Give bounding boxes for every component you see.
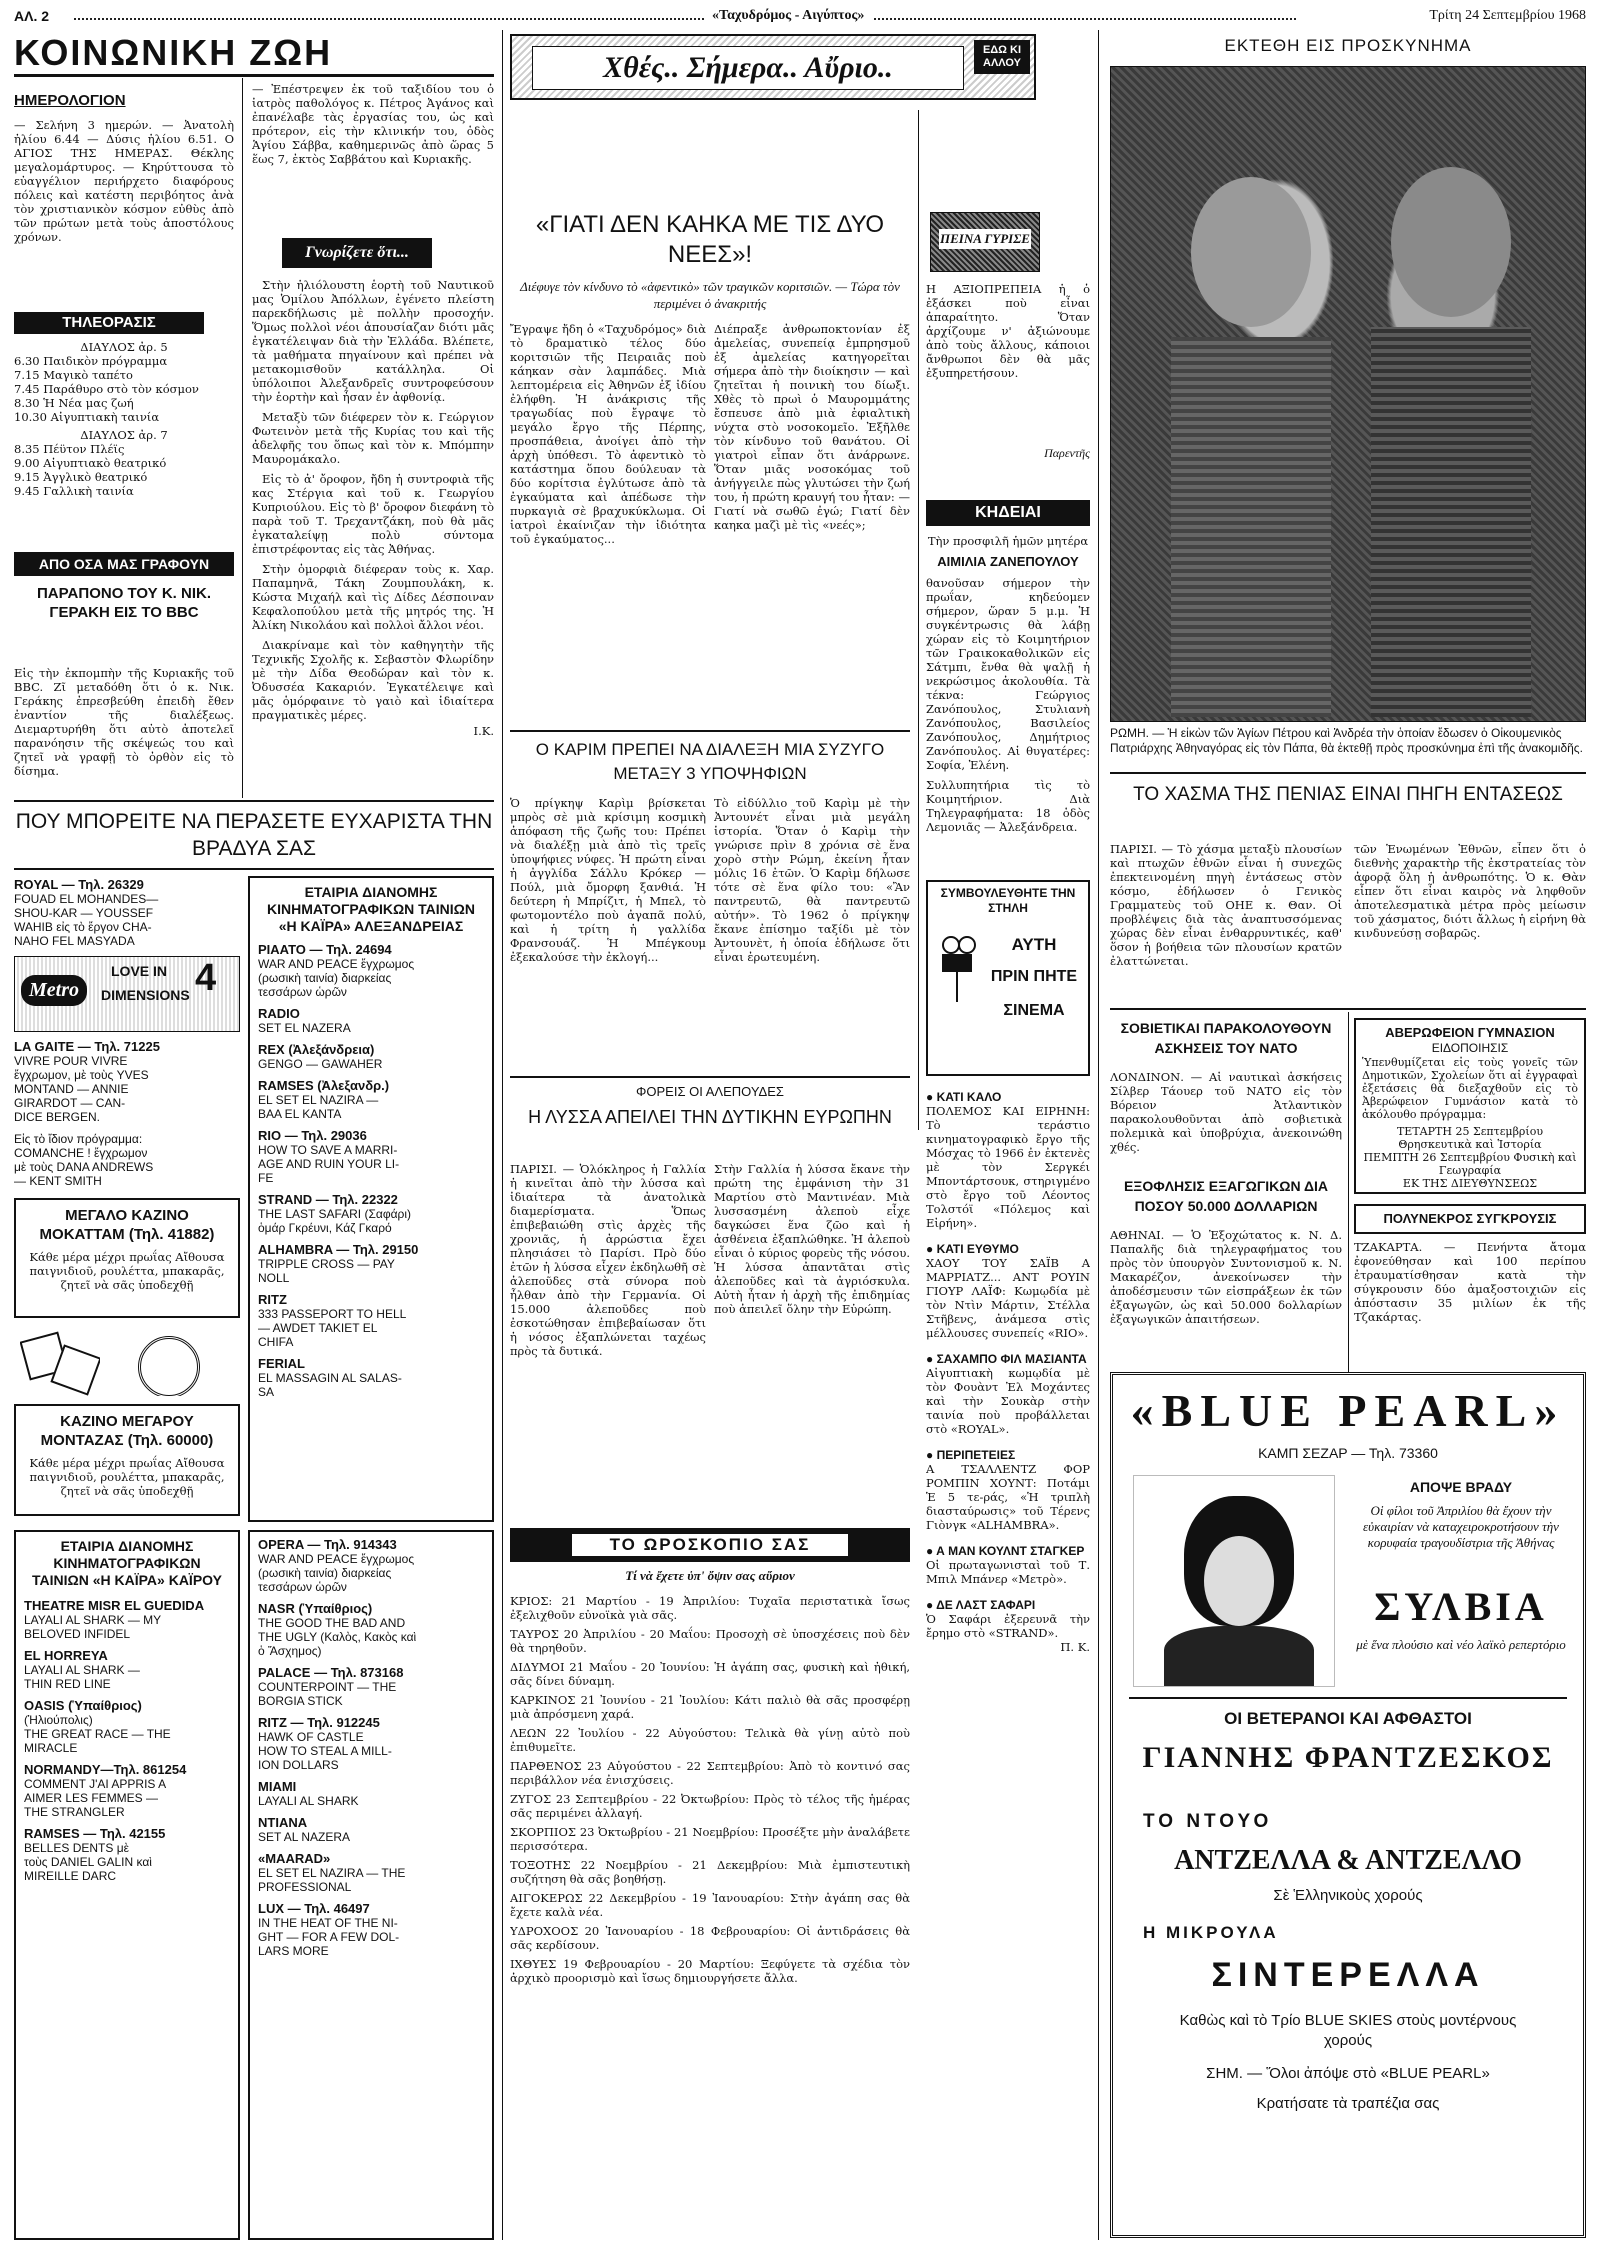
get-to-know-title: Γνωρίζετε ὅτι... xyxy=(282,238,432,268)
casino-text: Κάθε μέρα μέχρι πρωΐας Αἴθουσα παιγνιδιοῦ, ρουλέττα, μπακαρᾶς, ζητεῖ νὰ σᾶς ὑποδεχθῇ xyxy=(29,1456,225,1498)
cinema-entry xyxy=(258,1538,484,1594)
cinema-entry xyxy=(258,1780,484,1808)
cinema-entry xyxy=(24,1649,230,1691)
issue-date: Τρίτη 24 Σεπτεμβρίου 1968 xyxy=(1429,8,1586,23)
note-text: Α ΤΣΑΛΛΕΝΤΖ ΦΟΡ ΡΟΜΠΙΝ ΧΟΥΝΤ: Ποτάμι Ἑ 5 τε-ράς, «Ἡ τριπλὴ διασταύρωσις» τοῦ Τέρενς Γιὸνγκ «ALHAMBRA». xyxy=(926,1462,1090,1532)
metro-promo xyxy=(14,956,240,1032)
hunger-illustration xyxy=(930,212,1040,272)
cinema-name: RAMSES — Τηλ. 42155 xyxy=(24,1826,166,1841)
page-header xyxy=(14,8,1586,30)
paragraph: Εἰς τὸ ἀ' ὄροφον, ἤδη ἡ συντροφιὰ τῆς κας Στέργια καὶ τοῦ κ. Γεωργίου Κυπριούλου. Εἰς τὸ β' ὄροφον διεφάνη τὸ παρὰ τοῦ Τ. Τρεχαντζάκη, ποὺ θὰ μᾶς ἐγκαταλείψῃ πολὺ σύντομα ἐπιστρέφοντας εἰς τὰς Ἀθήνας. xyxy=(252,472,494,556)
cinema-line: LAYALI AL SHARK xyxy=(258,1794,359,1808)
cinema-entry xyxy=(258,1602,484,1658)
cinema-line: WAR AND PEACE ἔγχρωμος xyxy=(258,1552,415,1566)
note-title xyxy=(926,1090,1090,1104)
distributor-alexandria xyxy=(248,876,494,1522)
note-title xyxy=(926,1544,1090,1558)
note-title-text: Α ΜΑΝ ΚΟΥΛΝΤ ΣΤΑΓΚΕΡ xyxy=(936,1544,1085,1558)
cinema-line: THE LAST SAFARI (Σαφάρι) xyxy=(258,1207,412,1221)
hunger-text: Η ΑΞΙΟΠΡΕΠΕΙΑ ἡ ὁ ἐξάσκει ποὺ εἶναι ἀπαραίτητο. Ὅταν ἀρχίζουμε ν' ἀξιώνουμε ἀπὸ τοὺς ἄλλους, κάποιοι ἄνθρωποι δὲν θὰ μᾶς ἐξυπηρετήσουν. xyxy=(926,282,1090,380)
cinema-entry xyxy=(258,1293,484,1349)
cinema-name: ROYAL — Τηλ. 26329 xyxy=(14,878,144,892)
star-name: ΣΥΛΒΙΑ xyxy=(1374,1584,1548,1629)
cinema-name: REX (Ἀλεξάνδρεια) xyxy=(258,1042,375,1057)
notice-sub: ΕΙΔΟΠΟΙΗΣΙΣ xyxy=(1431,1041,1509,1055)
metro-logo: Metro xyxy=(21,975,87,1006)
cinema-advice-box xyxy=(926,880,1090,1076)
funeral-title: ΚΗΔΕΙΑΙ xyxy=(926,500,1090,526)
cinema-line: TRIPPLE CROSS — PAY xyxy=(258,1257,395,1271)
cinema-entry xyxy=(258,1716,484,1772)
tv-row: 6.30 Παιδικὸν πρόγραμμα xyxy=(14,354,168,368)
tv-row: 10.30 Αἰγυπτιακὴ ταινία xyxy=(14,410,160,424)
cinema-line: MIRACLE xyxy=(24,1741,78,1755)
show-intro: Οἱ φίλοι τοῦ Ἀπριλίου θὰ ἔχουν τὴν εὐκαιρίαν νὰ καταχειροκροτήσουν τὴν κορυφαία τραγουδίστρια τῆς Ἀθήνας xyxy=(1363,1503,1559,1550)
note-text: Αἰγυπτιακὴ κωμῳδία μὲ τὸν Φουὰντ Ἐλ Μοχάντες καὶ τὴν Σουκὰρ στὴν ταινία ποὺ προβάλλεται στὸ «ROYAL». xyxy=(926,1366,1090,1436)
cinema-line: ἔγχρωμον, μὲ τοὺς YVES xyxy=(14,1068,149,1082)
horoscope-sign: ΤΟΞΟΤΗΣ 22 Νοεμβρίου - 21 Δεκεμβρίου: Μιὰ ἐμπιστευτικὴ συζήτηση θὰ σᾶς βοηθήσῃ. xyxy=(510,1858,910,1886)
letters-text: Εἰς τὴν ἐκπομπὴν τῆς Κυριακῆς τοῦ BBC. Ζῖ μεταδόθη ὅτι ὁ κ. Νικ. Γεράκης ἐπρεσβεύθη ἐπειδὴ ἔθεν ἐναντίον τῆς διαλέξεως. Διεμαρτυρήθη ὅτι αὐτὸ ἀποτελεῖ παρανόησιν τῆς σκέψεώς του καὶ ζητεῖ νὰ γραφῇ τὸ ὀρθὸν εἰς τὸ δίσημα. xyxy=(14,666,234,778)
cinema-name: EL HORREYA xyxy=(24,1648,108,1663)
cinema-name: STRAND — Τηλ. 22322 xyxy=(258,1192,398,1207)
horoscope-sign: ΤΑΥΡΟΣ 20 Ἀπριλίου - 20 Μαΐου: Προσοχὴ σὲ ὑποσχέσεις ποὺ δὲν θὰ τηρηθοῦν. xyxy=(510,1627,910,1655)
notice-line: ΤΕΤΑΡΤΗ 25 Σεπτεμβρίου Θρησκευτικὰ καὶ Ἱστορία xyxy=(1396,1125,1544,1151)
tv-channel-7-label: ΔΙΑΥΛΟΣ ἀρ. 7 xyxy=(80,428,168,442)
cinema-line: SET EL NAZERA xyxy=(258,1021,351,1035)
cinema-name: PIAATO — Τηλ. 24694 xyxy=(258,942,392,957)
funeral-intro: Τὴν προσφιλῆ ἡμῶν μητέρα xyxy=(927,534,1089,548)
cinema-entry xyxy=(258,1666,484,1708)
cinema-line: GHT — FOR A FEW DOL- xyxy=(258,1930,400,1944)
exports-article: ΑΘΗΝΑΙ. — Ὁ Ἐξοχώτατος κ. Ν. Δ. Παπαλῆς διὰ τηλεγραφήματος του πρὸς τὸν ὑπουργὸν Συντονισμοῦ κ. Ν. Μακαρέζον, ἀνεκοίνωσεν τὴν ἀποδέσμευσιν τῶν εἰσπράξεων ἐκ τῶν ἐξαγωγῶν, ὡς καὶ 50.000 δολλαρίων ἐξαγωγικῶν ἀπαιτήσεων. xyxy=(1110,1228,1342,1326)
dance-duo-sub: Σὲ Ἑλληνικοὺς χορούς xyxy=(1273,1887,1423,1904)
note-text: Οἱ πρωταγωνισταὶ τοῦ Τ. Μπιλ Μπάνερ «Μετρὸ». xyxy=(926,1558,1090,1586)
cinema-line: MIREILLE DARC xyxy=(24,1869,117,1883)
cinema-name: LA GAITE — Τηλ. 71225 xyxy=(14,1039,160,1054)
cinema-name: RITZ — Τηλ. 912245 xyxy=(258,1715,380,1730)
cinema-name: RIO — Τηλ. 29036 xyxy=(258,1128,367,1143)
cinema-line: SET AL NAZERA xyxy=(258,1830,351,1844)
dance-duo-name: ΑΝΤΖΕΛΛΑ & ΑΝΤΖΕΛΛΟ xyxy=(1174,1845,1522,1876)
horoscope-sign: ΛΕΩΝ 22 Ἰουλίου - 22 Αὐγούστου: Τελικὰ θὰ γίνῃ αὐτὸ ποὺ ἐπιθυμεῖτε. xyxy=(510,1726,910,1754)
cinema-note xyxy=(926,1598,1090,1654)
newspaper-name: «Ταχυδρόμος - Αιγύπτος» xyxy=(704,8,872,24)
club-address: ΚΑΜΠ ΣΕΖΑΡ — Τηλ. 73360 xyxy=(1258,1445,1438,1461)
cinema-entry xyxy=(258,1902,484,1958)
cinema-name: OPERA — Τηλ. 914343 xyxy=(258,1537,397,1552)
bullet-icon: ● xyxy=(926,1598,934,1612)
cinema-line: THE STRANGLER xyxy=(24,1805,125,1819)
letters-section-title: ΑΠΟ ΟΣΑ ΜΑΣ ΓΡΑΦΟΥΝ xyxy=(14,552,234,576)
cinema-line: SHOU-KAR — YOUSSEF xyxy=(14,906,154,920)
banner-corner: ΕΔΩ ΚΙ ΑΛΛΟΥ xyxy=(974,40,1030,74)
horoscope-sign: ΔΙΔΥΜΟΙ 21 Μαΐου - 20 Ἰουνίου: Ἡ ἀγάπη σας, φυσικὴ καὶ ἠθική, σᾶς δίνει δύναμη. xyxy=(510,1660,910,1688)
cinema-line: HOW TO SAVE A MARRI- xyxy=(258,1143,398,1157)
cinema-note xyxy=(926,1448,1090,1532)
cinema-line: τοὺς DANIEL GALIN καὶ xyxy=(24,1855,152,1869)
rabies-headline: Η ΛΥΣΣΑ ΑΠΕΙΛΕΙ ΤΗΝ ΔΥΤΙΚΗΝ ΕΥΡΩΠΗΝ xyxy=(528,1107,892,1127)
horoscope-sign: ΑΙΓΟΚΕΡΩΣ 22 Δεκεμβρίου - 19 Ἰανουαρίου: Στὴν ἀγάπη σας θὰ ἔχετε καλὰ νέα. xyxy=(510,1891,910,1919)
letters-headline: ΠΑΡΑΠΟΝΟ ΤΟΥ Κ. ΝΙΚ. ΓΕΡΑΚΗ ΕΙΣ ΤΟ BBC xyxy=(36,585,212,621)
tv-listings xyxy=(14,340,234,540)
cinema-entry xyxy=(258,943,484,999)
collision-headline: ΠΟΛΥΝΕΚΡΟΣ ΣΥΓΚΡΟΥΣΙΣ xyxy=(1383,1211,1557,1226)
byline: Ι.Κ. xyxy=(473,724,494,738)
advice-line: ΑΥΤΗ xyxy=(1011,935,1057,954)
cinema-name: THEATRE MISR EL GUEDIDA xyxy=(24,1598,205,1613)
funeral-name: ΑΙΜΙΛΙΑ ΖΑΝΕΠΟΥΛΟΥ xyxy=(937,554,1079,569)
cinema-line: LARS MORE xyxy=(258,1944,329,1958)
cinema-name: NORMANDY—Τηλ. 861254 xyxy=(24,1762,187,1777)
rabies-article-col2: Στὴν Γαλλία ἡ λύσσα ἔκανε τὴν πρώτη της ἐμφάνιση τὴν 31 Μαρτίου στὸ Μαντινέαν. Μιὰ λυσσασμένη ἀλεποὺ εἶχε δαγκώσει ἕνα ζῶο καὶ ἡ ἀσθένεια ἐξαπλώθηκε. Ἡ ἀλεποὺ εἶναι ὁ κύριος φορεὺς τῆς νόσου. Ἡ λύσσα ἀπαντᾶται στὶς ἀλεποῦδες καὶ τὰ ἀγριόσκυλα. Αὐτὴ ἦταν ἡ ἀρχὴ τῆς ἐπιδημίας ποὺ ἀπειλεῖ ὅλην τὴν Εὐρώπη. xyxy=(714,1162,910,1316)
social-section-title: ΚΟΙΝΩΝΙΚΗ ΖΩΗ xyxy=(14,32,333,72)
distributor-title: ΕΤΑΙΡΙΑ ΔΙΑΝΟΜΗΣ ΚΙΝΗΜΑΤΟΓΡΑΦΙΚΩΝ ΤΑΙΝΙΩΝ «Η ΚΑΪΡΑ» ΚΑΪΡΟΥ xyxy=(31,1538,222,1588)
cinema-line: GIRARDOT — CAN- xyxy=(14,1096,126,1110)
cinema-entry xyxy=(14,1040,240,1124)
cinema-entry xyxy=(24,1699,230,1755)
dice-icon xyxy=(20,1326,100,1396)
cinema-name: LUX — Τηλ. 46497 xyxy=(258,1901,370,1916)
notice-line: ΠΕΜΠΤΗ 26 Σεπτεμβρίου Φυσικὴ καὶ Γεωγραφία xyxy=(1363,1151,1577,1177)
ad-note: ΣΗΜ. — Ὅλοι ἀπόψε στὸ «BLUE PEARL» xyxy=(1206,2065,1490,2082)
advice-title: ΣΥΜΒΟΥΛΕΥΘΗΤΕ ΤΗΝ ΣΤΗΛΗ xyxy=(940,886,1076,915)
bullet-icon: ● xyxy=(926,1544,934,1558)
cinema-line: τεσσάρων ὡρῶν xyxy=(258,1580,347,1594)
tv-channel-5-label: ΔΙΑΥΛΟΣ ἀρ. 5 xyxy=(80,340,168,354)
cinema-line: (Ἡλιούπολις) xyxy=(24,1713,93,1727)
note-title-text: ΣΑΧΑΜΠΟ ΦΙΛ ΜΑΣΙΑΝΤΑ xyxy=(936,1352,1087,1366)
cinema-name: RAMSES (Ἀλεξανδρ.) xyxy=(258,1078,390,1093)
funeral-notice xyxy=(926,534,1090,864)
fire-article-col2: Διέπραξε ἀνθρωποκτονίαν ἐξ ἀμελείας, συνεπείᾳ ἐμπρησμοῦ ἐξ ἀμελείας κατηγορεῖται σήμερα ἀπὸ τὴν διοίκησιν — καὶ ζητεῖται ἡ ποινικὴ του δίωξι. Χθὲς τὸ πρωὶ ὁ Μαυρομμάτης ἔσπευσε ἀπὸ μιὰ ἐφιαλτικὴ νύχτα στὸ νοσοκομεῖο. Ἐξῆλθε τὸν κίνδυνο τοῦ θανάτου. Οἱ γιατροὶ εἶπαν ὅτι ἀνάρρωνε. Ὅταν μιᾶς νοσοκόμας τοῦ ἀνήγγειλε πὼς γλυτώσει τὴν ζωή του, ἡ πρώτη κραυγή του ἦταν: — Γιατί νὰ σωθῶ ἐγώ; Γιατί δὲν καηκα μαζὶ μὲ τὶς «νεές»; xyxy=(714,322,910,532)
karim-article-col1: Ὁ πρίγκηψ Καρὶμ βρίσκεται μπρὸς σὲ μιὰ κρίσιμη κοσμικὴ ἀπόφαση τῆς ζωῆς του: Πρέπει νὰ διαλέξῃ μιὰ ἀπὸ τὶς τρεῖς ὑποψήφιες νύφες. Ἡ πρώτη εἶναι ἡ ἀγγλίδα Σάλλυ Κρόκερ — Πούλ, μιὰ ὄμορφη ξανθιά. Ἡ δεύτερη ἡ Μπρίζιτ, ἡ Μπελ, τὸ φωτομοντέλο ποὺ ἀγαπᾶ πολύ, καὶ ἡ τρίτη ἡ γαλλίδα Φρανσουάζ. Ἡ Μπέγκουμ ἐξεκαλούσε τὴν ἐκλογή... xyxy=(510,796,706,964)
cinema-line: VIVRE POUR VIVRE xyxy=(14,1054,128,1068)
paragraph: Διακρίναμε καὶ τὸν καθηγητὴν τῆς Τεχνικῆς Σχολῆς κ. Σεβαστὸν Φλωρίδην μὲ τὴν Δίδα Θεοδώραν καὶ τὸν κ. Ὀδυσσέα Κακαριόν. Ἐγκατέλειψε καὶ μᾶς ὁμόρφαινε τὸ γαιὸ καὶ ἰδιαίτερα πραγματικὲς μέρες. xyxy=(252,638,494,722)
cinema-line: EL SET EL NAZIRA — xyxy=(258,1093,379,1107)
sinterella-name: ΣΙΝΤΕΡΕΛΛΑ xyxy=(1211,1956,1485,1994)
bullet-icon: ● xyxy=(926,1352,934,1366)
cinema-line: (ρωσικὴ ταινία) διαρκείας xyxy=(258,1566,392,1580)
poverty-article-col1: ΠΑΡΙΣΙ. — Τὸ χάσμα μεταξὺ πλουσίων καὶ πτωχῶν ἐθνῶν εἶναι ἡ συνεχῶς ἐπεκτεινομένη πηγὴ ἐντάσεως στὸν κόσμο, ἐδήλωσεν ὁ Γενικὸς Γραμματεὺς τοῦ ΟΗΕ κ. Θαν. Οἱ προβλέψεις διὰ τὰς ἀναπτυσσόμενας χώρας δὲν εἶναι ἐνθαρρυντικές, καθ' ὅσον ἡ βοήθεια τῶν πλουσίων κρατῶν ἐλαττώνεται. xyxy=(1110,842,1342,968)
trio-text: Καθὼς καὶ τὸ Τρίο BLUE SKIES στοὺς μοντέρνους χορούς xyxy=(1179,2012,1517,2049)
cinema-line: μὲ τοὺς DANA ANDREWS xyxy=(14,1160,154,1174)
note-title xyxy=(926,1242,1090,1256)
cinema-line: BAA EL KANTA xyxy=(258,1107,342,1121)
cinema-entry xyxy=(258,1816,484,1844)
cinema-note xyxy=(926,1242,1090,1340)
cinema-entry xyxy=(14,1132,240,1188)
cinema-line: 333 PASSEPORT TO HELL xyxy=(258,1307,407,1321)
performer-name: ΓΙΑΝΝΗΣ ΦΡΑΝΤΖΕΣΚΟΣ xyxy=(1142,1741,1554,1774)
blue-pearl-ad xyxy=(1110,1372,1586,2238)
poverty-article-col2: τῶν Ἑνωμένων Ἐθνῶν, εἶπεν ὅτι ὁ διεθνὴς χαρακτὴρ τῆς ἐκστρατείας τὸν ἀφορᾷ ὅλη ἡ ἀνθρωπότης. Ὁ κ. Θὰν εἶπεν ὅτι εἶναι καιρὸς νὰ ληφθοῦν ἀποτελεσματικὰ μέτρα πρὸς μείωσιν τοῦ χάσματος, διότι ἄλλως ἡ εἰρήνη θὰ κινδυνεύσῃ σοβαρῶς. xyxy=(1354,842,1586,940)
cinema-note xyxy=(926,1090,1090,1230)
cinema-name: RITZ xyxy=(258,1292,287,1307)
cinema-line: THE GREAT RACE — THE xyxy=(24,1727,171,1741)
cinema-entry xyxy=(258,1007,484,1035)
fire-headline: «ΓΙΑΤΙ ΔΕΝ ΚΑΗΚΑ ΜΕ ΤΙΣ ΔΥΟ ΝΕΕΣ»! xyxy=(535,211,885,268)
casino-mokattam-ad xyxy=(14,1198,240,1318)
reserve-text: Κρατήσατε τὰ τραπέζια σας xyxy=(1256,2095,1440,2112)
tv-row: 8.30 Ἡ Νέα μας ζωή xyxy=(14,396,134,410)
cinema-line: BORGIA STICK xyxy=(258,1694,343,1708)
tv-row: 8.35 Πέϋτον Πλέϊς xyxy=(14,442,125,456)
hunger-byline: Παρεντῆς xyxy=(1044,446,1090,460)
poverty-headline: ΤΟ ΧΑΣΜΑ ΤΗΣ ΠΕΝΙΑΣ ΕΙΝΑΙ ΠΗΓΗ ΕΝΤΑΣΕΩΣ xyxy=(1133,784,1563,805)
distributor-cairo-2 xyxy=(248,1530,494,2240)
cinema-name: PALACE — Τηλ. 873168 xyxy=(258,1665,404,1680)
yesterday-today-banner xyxy=(510,34,1036,100)
horoscope-sign: ΙΧΘΥΕΣ 19 Φεβρουαρίου - 20 Μαρτίου: Ξεφύγετε τὰ σχέδια τὸν ἀρχικὸ προορισμὸ καὶ ἴσως δημιουργήσετε ἄλλα. xyxy=(510,1957,910,1985)
tv-row: 9.00 Αἰγυπτιακὸ θεατρικό xyxy=(14,456,167,470)
karim-headline: Ο ΚΑΡΙΜ ΠΡΕΠΕΙ ΝΑ ΔΙΑΛΕΞΗ ΜΙΑ ΣΥΖΥΓΟ ΜΕΤΑΞΥ 3 ΥΠΟΨΗΦΙΩΝ xyxy=(535,740,885,783)
distributor-cairo xyxy=(14,1530,240,2240)
tonight-label: ΑΠΟΨΕ ΒΡΑΔΥ xyxy=(1409,1479,1513,1495)
evening-title: ΠΟΥ ΜΠΟΡΕΙΤΕ ΝΑ ΠΕΡΑΣΕΤΕ ΕΥΧΑΡΙΣΤΑ ΤΗΝ ΒΡΑΔΥΑ ΣΑΣ xyxy=(15,810,493,860)
cinema-line: τεσσάρων ὡρῶν xyxy=(258,985,347,999)
social-notice: — Ἐπέστρεψεν ἐκ τοῦ ταξιδίου του ὁ ἰατρὸς παθολόγος κ. Πέτρος Ἀγάνος καὶ ἐπανέλαβε τὰς ἐργασίας του, ὡς καὶ πρότερον, εἰς τὴν κλινικήν του, ὁδὸς Ἁγίου Σάββα, καθημερινῶς ἀπὸ ὥρας 5 ἕως 7, ἐκτὸς Σαββάτου καὶ Κυριακῆς. xyxy=(252,82,494,166)
hunger-title: ΠΕΙΝΑ ΓΥΡΙΣΕ xyxy=(939,229,1031,249)
cinema-line: FE xyxy=(258,1171,274,1185)
collision-article: ΤΖΑΚΑΡΤΑ. — Πενήντα ἄτομα ἐφονεύθησαν καὶ 100 περίπου ἐτραυματίσθησαν κατὰ τὴν σύγκρουσιν δύο ἀμαξοστοιχιῶν εἰς ἀπόστασιν 35 μιλίων ἐκ τῆς Τζακάρτας. xyxy=(1354,1240,1586,1324)
cinema-line: WAHIB εἰς τὸ ἔργον CHA- xyxy=(14,920,152,934)
singer-photo xyxy=(1133,1475,1335,1687)
film-camera-icon xyxy=(938,936,978,1006)
casino-title: ΚΑΖΙΝΟ ΜΕΓΑΡΟΥ ΜΟΝΤΑΖΑΣ (Τηλ. 60000) xyxy=(40,1413,214,1449)
collision-headline-box xyxy=(1354,1204,1586,1234)
cinema-list-left xyxy=(14,878,240,1188)
paragraph: Στὴν ὁμορφιὰ διέφεραν τοὺς κ. Χαρ. Παπαμηνᾶ, Τάκη Ζουμπουλάκη, κ. Κώστα Μιχαήλ καὶ τὶς Δίδες Δέσποιναν Κεφαλοπούλου μετὰ τῆς μητρός της. Ἡ Ἀλίκη Νικολάου καὶ πολλοὶ ἄλλοι νέοι. xyxy=(252,562,494,632)
cinema-line: DICE BERGEN. xyxy=(14,1110,101,1124)
funeral-close: Συλλυπητήρια τὶς τὸ Κοιμητήριον. Διὰ Τηλεγραφήματα: 18 ὁδὸς Λεμονιᾶς — Ἀλεξάνδρεια. xyxy=(926,778,1090,834)
advice-line: ΣΙΝΕΜΑ xyxy=(1003,1002,1065,1019)
cinema-line: ὁμάρ Γκρέυνι, Κάζ Γκαρό xyxy=(258,1221,392,1235)
cinema-line: MONTAND — ANNIE xyxy=(14,1082,129,1096)
cinema-line: THE UGLY (Καλὸς, Κακὸς καὶ xyxy=(258,1630,417,1644)
cinema-name: FERIAL xyxy=(258,1356,305,1371)
icon-exhibit-title: ΕΚΤΕΘΗ ΕΙΣ ΠΡΟΣΚΥΝΗΜΑ xyxy=(1224,36,1472,55)
cinema-line: COMMENT J'AI APPRIS A xyxy=(24,1777,167,1791)
cinema-entry xyxy=(258,1243,484,1285)
roulette-icon xyxy=(120,1330,230,1396)
horoscope-sign: ΖΥΓΟΣ 23 Σεπτεμβρίου - 22 Ὀκτωβρίου: Πρὸς τὸ τέλος τῆς ἡμέρας σᾶς περιμένει ἀλλαγή. xyxy=(510,1792,910,1820)
tv-row: 9.15 Ἀγγλικὸ θεατρικό xyxy=(14,470,148,484)
promo-line: LOVE IN xyxy=(111,963,168,979)
calendar-text: — Σελήνη 3 ημερών. — Ἀνατολὴ ἡλίου 6.44 — Δύσις ἡλίου 6.51. Ο ΑΓΙΟΣ ΤΗΣ ΗΜΕΡΑΣ. Θέκλης μεγαλομάρτυρος. — Κηρύττουσα τὸ εὐαγγέλιον περιήρχετο διαφόρους πόλεις καὶ κατέστη περιβόητος ἀνὰ τὸν χριστιανικὸν κόσμον εὐθὺς ἀπὸ τῶν πρώτων μετὰ τοὺς ἀποστόλους χρόνων. xyxy=(14,118,234,244)
cinema-line: HOW TO STEAL A MILL- xyxy=(258,1744,392,1758)
cinema-line: ION DOLLARS xyxy=(258,1758,339,1772)
tv-section-title: ΤΗΛΕΟΡΑΣΙΣ xyxy=(14,312,204,334)
cinema-line: GENGO — GAWAHER xyxy=(258,1057,383,1071)
note-title-text: ΚΑΤΙ ΕΥΘΥΜΟ xyxy=(936,1242,1019,1256)
banner-title: Χθές.. Σήμερα.. Αὔριο.. xyxy=(532,46,964,90)
cinema-name: «MAARAD» xyxy=(258,1851,331,1866)
nato-headline: ΣΟΒΙΕΤΙΚΑΙ ΠΑΡΑΚΟΛΟΥΘΟΥΝ ΑΣΚΗΣΕΙΣ ΤΟΥ ΝΑΤΟ xyxy=(1120,1020,1332,1056)
calendar-title: ΗΜΕΡΟΛΟΓΙΟΝ xyxy=(14,92,126,109)
cinema-line: ὁ Ἄσχημος) xyxy=(258,1644,322,1658)
note-title xyxy=(926,1352,1090,1366)
horoscope-list xyxy=(510,1594,910,2240)
distributor-title: ΕΤΑΙΡΙΑ ΔΙΑΝΟΜΗΣ ΚΙΝΗΜΑΤΟΓΡΑΦΙΚΩΝ ΤΑΙΝΙΩΝ «Η ΚΑΪΡΑ» ΑΛΕΞΑΝΔΡΕΙΑΣ xyxy=(266,884,476,934)
bullet-icon: ● xyxy=(926,1448,934,1462)
casino-montaza-ad xyxy=(14,1404,240,1516)
cinema-notes xyxy=(926,1090,1090,2240)
note-text: ΧΑΟΥ ΤΟΥ ΣΑΪΒ Α ΜΑΡΡΙΑΤΖ... ΑΝΤ ΡΟΥΙΝ ΓΙΟΥΡ ΛΑΪΦ: Κωμῳδία μὲ τὸν Ντὶν Μάρτιν, Στέλλα Στῆβενς, ἀνάμεσα στὶς μέλλουσες συνεπείς «RIO». xyxy=(926,1256,1090,1340)
cinema-name: NTIANA xyxy=(258,1815,308,1830)
tv-row: 9.45 Γαλλικὴ ταινία xyxy=(14,484,134,498)
fire-article-col1: Ἔγραψε ἤδη ὁ «Ταχυδρόμος» διὰ τὸ δραματικὸ τέλος δύο κοριτσιῶν τῆς Πειραιᾶς ποὺ κάηκαν σὰν λαμπάδες. Μιὰ λεπτομέρεια εἰς Ἀθηνῶν ἐξ ἰδίου ἐλήφθη. Ἡ ἀνάκρισις τῆς τραγωδίας ποὺ ἔγραψε τὸ μεγάλο ἔργο τῆς Πέρπης, προσπάθεια, ἀνοίγει ἀπὸ τὴν ἀρχὴ ὑπόθεσι. Τὸ ἀφεντικὸ τὸ κατάστημα ὅπου δούλευαν τὰ δύο κορίτσια ἐγλύτωσε ἀπὸ τὰ ἐγκαύματα καὶ ἀπέδωσε τὴν πυρκαγιὰ σὲ βραχυκύκλωμα. Οἱ ἰατροὶ ἐκαίνιζαν τὴν ἰδιότητα τοῦ ἐγκαύματος... xyxy=(510,322,706,546)
fire-subheadline: Διέφυγε τὸν κίνδυνο τὸ «ἀφεντικὸ» τῶν τραγικῶν κοριτσιῶν. — Τώρα τὸν περιμένει ὁ ἀνακριτής xyxy=(520,279,900,311)
note-title-text: ΚΑΤΙ ΚΑΛΟ xyxy=(936,1090,1002,1104)
note-text: Ὁ Σαφάρι ἐξερευνᾶ τὴν ἔρημο στὸ «STRAND». xyxy=(926,1612,1090,1640)
cinema-line: NOLL xyxy=(258,1271,290,1285)
cinema-entry xyxy=(258,1193,484,1235)
note-title xyxy=(926,1598,1090,1612)
cinema-note xyxy=(926,1352,1090,1436)
cinema-note xyxy=(926,1544,1090,1586)
club-name: «BLUE PEARL» xyxy=(1130,1385,1566,1436)
notice-text: Ὑπενθυμίζεται εἰς τοὺς γονεῖς τῶν Δημοτικῶν, Σχολείων ὅτι αἱ ἐγγραφαὶ ἐξετάσεις θὰ διεξαχθοῦν εἰς τὸ Ἀβερώφειον Γυμνάσιον κατὰ τὸ ἀκόλουθο πρόγραμμα: xyxy=(1362,1056,1578,1121)
cinema-name: OASIS (Ὑπαίθριος) xyxy=(24,1698,142,1713)
cinema-entry xyxy=(258,1357,484,1399)
horoscope-banner xyxy=(510,1528,910,1562)
byline: Π. Κ. xyxy=(1060,1640,1090,1654)
cinema-entry xyxy=(24,1763,230,1819)
duo-label: ΤΟ ΝΤΟΥΟ xyxy=(1143,1811,1273,1832)
cinema-entry xyxy=(258,1129,484,1185)
cinema-name: Εἰς τὸ ἴδιον πρόγραμμα: xyxy=(14,1132,143,1146)
icon-photo-caption: ΡΩΜΗ. — Ἡ εἰκὼν τῶν Ἁγίων Πέτρου καὶ Ἀνδρέα τὴν ὁποίαν ἔδωσεν ὁ Οἰκουμενικὸς Πατριάρχης Ἀθηναγόρας εἰς τὸν Πάπα, θὰ ἐκτεθῇ πρὸς προσκύνημα ἐπὶ τῆς ἀνακομιδῆς. xyxy=(1110,726,1583,755)
bullet-icon: ● xyxy=(926,1090,934,1104)
cinema-name: ALHAMBRA — Τηλ. 29150 xyxy=(258,1242,419,1257)
promo-line: DIMENSIONS xyxy=(101,987,190,1003)
note-text: ΠΟΛΕΜΟΣ ΚΑΙ ΕΙΡΗΝΗ: Τὸ τεράστιο κινηματογραφικὸ ἔργο τῆς Μόσχας τὸ 1966 ἐν ἐκτενὲς μὲ τὸν Σεργκέι Μποντάρτσουκ, στηριγμένο στὸ ἔργο τοῦ Λέοντος Τολστόϊ «Πόλεμος καὶ Εἰρήνη». xyxy=(926,1104,1090,1230)
star-subtitle: μὲ ἕνα πλούσιο καὶ νέο λαϊκὸ ρεπερτόριο xyxy=(1356,1637,1566,1652)
paragraph: Στὴν ἡλιόλουστη ἑορτὴ τοῦ Ναυτικοῦ μας Ὁμίλου Ἀπόλλων, ἐγένετο πλείστη παρεκδήλωσις μὲ πολλὴν προσοχήν. Ὅμως πολλοὶ νέοι ἀπουσίαζαν διότι μᾶς ἐγκατέλειψαν διὰ τὴν Ἑλλάδα. Βλέπετε, τὰ μαθήματα πηγαίνουν καὶ πρέπει νὰ μετακομισθοῦν κατάλληλα. Οἱ ὑπόλοιποι Ἀλεξανδρεῖς συντροφεύσουν τὴν ἑορτὴν καὶ ἦσαν ἐν ἀφθονίᾳ. xyxy=(252,278,494,404)
horoscope-sign: ΥΔΡΟΧΟΟΣ 20 Ἰανουαρίου - 18 Φεβρουαρίου: Οἱ ἀντιδράσεις θὰ σᾶς κερδίσουν. xyxy=(510,1924,910,1952)
cinema-line: HAWK OF CASTLE xyxy=(258,1730,364,1744)
bullet-icon: ● xyxy=(926,1242,934,1256)
horoscope-sign: ΚΑΡΚΙΝΟΣ 21 Ἰουνίου - 21 Ἰουλίου: Κάτι παλιὸ θὰ σᾶς προσφέρῃ μιὰ ἀπρόσμενη χαρά. xyxy=(510,1693,910,1721)
horoscope-subtitle: Τί νὰ ἔχετε ὑπ' ὄψιν σας αὔριον xyxy=(625,1568,795,1583)
cinema-line: THIN RED LINE xyxy=(24,1677,111,1691)
page-number: ΑΛ. 2 xyxy=(14,8,50,24)
rabies-kicker: ΦΟΡΕΙΣ ΟΙ ΑΛΕΠΟΥΔΕΣ xyxy=(636,1084,784,1099)
icon-photo xyxy=(1110,66,1586,722)
cinema-line: AIMER LES FEMMES — xyxy=(24,1791,159,1805)
cinema-entry xyxy=(258,1043,484,1071)
cinema-line: BELOVED INFIDEL xyxy=(24,1627,131,1641)
cinema-line: CHIFA xyxy=(258,1335,294,1349)
nato-article: ΛΟΝΔΙΝΟΝ. — Αἱ ναυτικαὶ ἀσκήσεις Σίλβερ Τάουερ τοῦ ΝΑΤΟ εἰς τὸν Βόρειον Ἀτλαντικὸν παρακολουθοῦνται ἀπὸ σοβιετικὰ πολεμικὰ καὶ ὑποβρύχια, ἀνεκοινώθη χθές. xyxy=(1110,1070,1342,1154)
cinema-name: RADIO xyxy=(258,1006,300,1021)
cinema-name: NASR (Ὑπαίθριος) xyxy=(258,1601,373,1616)
cinema-entry xyxy=(258,1852,484,1894)
horoscope-title: ΤΟ ΩΡΟΣΚΟΠΙΟ ΣΑΣ xyxy=(572,1534,848,1556)
rabies-article-col1: ΠΑΡΙΣΙ. — Ὁλόκληρος ἡ Γαλλία ἡ κινεῖται ἀπὸ τὴν λύσσα καὶ ἰδιαίτερα τὰ ἀνατολικὰ διαμερίσματα. Ὅπως ἐπιβεβαιώθη στὶς ἀρχὲς τῆς χρονιᾶς, ἡ ἀρρώστια ἔχει πλησιάσει τὸ Παρίσι. Πρὸ δύο ἐτῶν ἡ λύσσα εἶχεν ἐκδηλωθῆ σὲ ἀλεποῦδες στὰ σύνορα ποὺ ἦλθαν ἀπὸ τὴν Γερμανία. Οἱ 15.000 ἀλεποῦδες ποὺ ἐσκοτώθησαν ἐπιβεβαίωσαν ὅτι ἡ νόσος ἐξαπλώνεται ταχέως πρὸς τὰ δυτικά. xyxy=(510,1162,706,1358)
get-to-know-article xyxy=(252,278,494,798)
notice-title: ΑΒΕΡΩΦΕΙΟΝ ΓΥΜΝΑΣΙΟΝ xyxy=(1385,1025,1555,1040)
exports-headline: ΕΞΟΦΛΗΣΙΣ ΕΞΑΓΩΓΙΚΩΝ ΔΙΑ ΠΟΣΟΥ 50.000 ΔΟΛΛΑΡΙΩΝ xyxy=(1123,1178,1329,1214)
cinema-line: BELLES DENTS μὲ xyxy=(24,1841,129,1855)
cinema-entry xyxy=(24,1599,230,1641)
cinema-line: LAYALI AL SHARK — xyxy=(24,1663,140,1677)
cinema-entry xyxy=(14,878,240,948)
cinema-line: (ρωσικὴ ταινία) διαρκείας xyxy=(258,971,392,985)
cinema-line: LAYALI AL SHARK — MY xyxy=(24,1613,162,1627)
cinema-entry xyxy=(258,1079,484,1121)
cinema-line: COMANCHE ! ἔγχρωμον xyxy=(14,1146,148,1160)
cinema-name: MIAMI xyxy=(258,1779,297,1794)
paragraph: Μεταξὺ τῶν διέφερεν τὸν κ. Γεώργιον Φωτεινὸν μετὰ τῆς Κυρίας του καὶ τῆς ἀδελφῆς του ὅπως καὶ τὸν κ. Μπόμπην Μαυρομάκαλο. xyxy=(252,410,494,466)
horoscope-sign: ΚΡΙΟΣ: 21 Μαρτίου - 19 Ἀπριλίου: Τυχαῖα περιστατικὰ ἴσως ἐξελιχθοῦν εὐνοϊκὰ γιὰ σᾶς. xyxy=(510,1594,910,1622)
cinema-line: SA xyxy=(258,1385,275,1399)
cinema-line: FOUAD EL MOHANDES— xyxy=(14,892,159,906)
note-title xyxy=(926,1448,1090,1462)
horoscope-sign: ΣΚΟΡΠΙΟΣ 23 Ὀκτωβρίου - 21 Νοεμβρίου: Προσέξτε μὴν ἀναλάβετε περισσότερα. xyxy=(510,1825,910,1853)
cinema-line: IN THE HEAT OF THE NI- xyxy=(258,1916,398,1930)
funeral-text: θανοῦσαν σήμερον τὴν πρωΐαν, κηδεύομεν σήμερον, ὥραν 5 μ.μ. Ἡ συγκέντρωσις θὰ λάβῃ χώραν εἰς τὸ Κοιμητήριον τῶν Γραικοκαθολικῶν εἰς Σάτμπι, ἔνθα θὰ ψαλῇ ἡ νεκρώσιμος ἀκολουθία. Τὰ τέκνα: Γεώργιος Ζανόπουλος, Στυλιανὴ Ζανόπουλος, Βασιλείος Ζανόπουλος, Δημήτριος Ζανόπουλος. Αἱ θυγατέρες: Σοφία, Ἑλένη. xyxy=(926,576,1090,772)
cinema-line: EL SET EL NAZIRA — THE xyxy=(258,1866,406,1880)
tv-row: 7.15 Μαγικὸ ταπέτο xyxy=(14,368,133,382)
little-one-label: Η ΜΙΚΡΟΥΛΑ xyxy=(1143,1923,1279,1942)
horoscope-sign: ΠΑΡΘΕΝΟΣ 23 Αὐγούστου - 22 Σεπτεμβρίου: Ἀπὸ τὸ κοντινό σας περιβάλλον νέα ἐνισχύσεις. xyxy=(510,1759,910,1787)
cinema-line: COUNTERPOINT — THE xyxy=(258,1680,397,1694)
casino-text: Κάθε μέρα μέχρι πρωΐας Αἴθουσα παιγνιδιοῦ, ρουλέττα, μπακαρᾶς, ζητεῖ νὰ σᾶς ὑποδεχθῇ xyxy=(29,1250,225,1292)
note-title-text: ΔΕ ΛΑΣΤ ΣΑΦΑΡΙ xyxy=(936,1598,1036,1612)
cinema-entry xyxy=(24,1827,230,1883)
cinema-line: EL MASSAGIN AL SALAS- xyxy=(258,1371,402,1385)
notice-line: ΕΚ ΤΗΣ ΔΙΕΥΘΥΝΣΕΩΣ xyxy=(1402,1177,1538,1190)
cinema-line: AGE AND RUIN YOUR LI- xyxy=(258,1157,400,1171)
averofion-notice xyxy=(1354,1018,1586,1194)
cinema-line: PROFESSIONAL xyxy=(258,1880,352,1894)
tv-row: 7.45 Παράθυρο στὸ τὸν κόσμον xyxy=(14,382,199,396)
promo-number: 4 xyxy=(195,957,217,999)
cinema-line: WAR AND PEACE ἔγχρωμος xyxy=(258,957,415,971)
advice-line: ΠΡΙΝ ΠΗΤΕ xyxy=(990,968,1078,985)
cinema-line: — AWDET TAKIET EL xyxy=(258,1321,378,1335)
casino-title: ΜΕΓΑΛΟ ΚΑΖΙΝΟ ΜΟΚΑΤΤΑΜ (Τηλ. 41882) xyxy=(39,1207,215,1243)
cinema-line: — KENT SMITH xyxy=(14,1174,102,1188)
cinema-line: THE GOOD THE BAD AND xyxy=(258,1616,406,1630)
karim-article-col2: Τὸ εἰδύλλιο τοῦ Καρὶμ μὲ τὴν Ἀντουνέτ εἶναι μιὰ μεγάλη ἱστορία. Ὅταν ὁ Καρὶμ τὴν γνώρισε πρὶν 8 χρόνια σὲ ἕνα χορὸ στὴν Ρώμη, ἐκείνη ἦταν μόλις 16 ἐτῶν. Ὁ Καρὶμ δήλωσε τότε σὲ ἕνα φίλο του: «Ἂν παντρευτῶ, θὰ παντρευτῶ αὐτήν». Τὸ 1962 ὁ πρίγκηψ ἔκανε ἐπίσημο ταξίδι μὲ τὸν Ἀντουνὲτ, ἡ ὁποία ἐδήλωσε ὅτι εἶναι ἐρωτευμένη. xyxy=(714,796,910,964)
veterans-label: ΟΙ ΒΕΤΕΡΑΝΟΙ ΚΑΙ ΑΦΘΑΣΤΟΙ xyxy=(1224,1709,1472,1728)
cinema-line: NAHO FEL MASYADA xyxy=(14,934,135,948)
note-title-text: ΠΕΡΙΠΕΤΕΙΕΣ xyxy=(936,1448,1016,1462)
